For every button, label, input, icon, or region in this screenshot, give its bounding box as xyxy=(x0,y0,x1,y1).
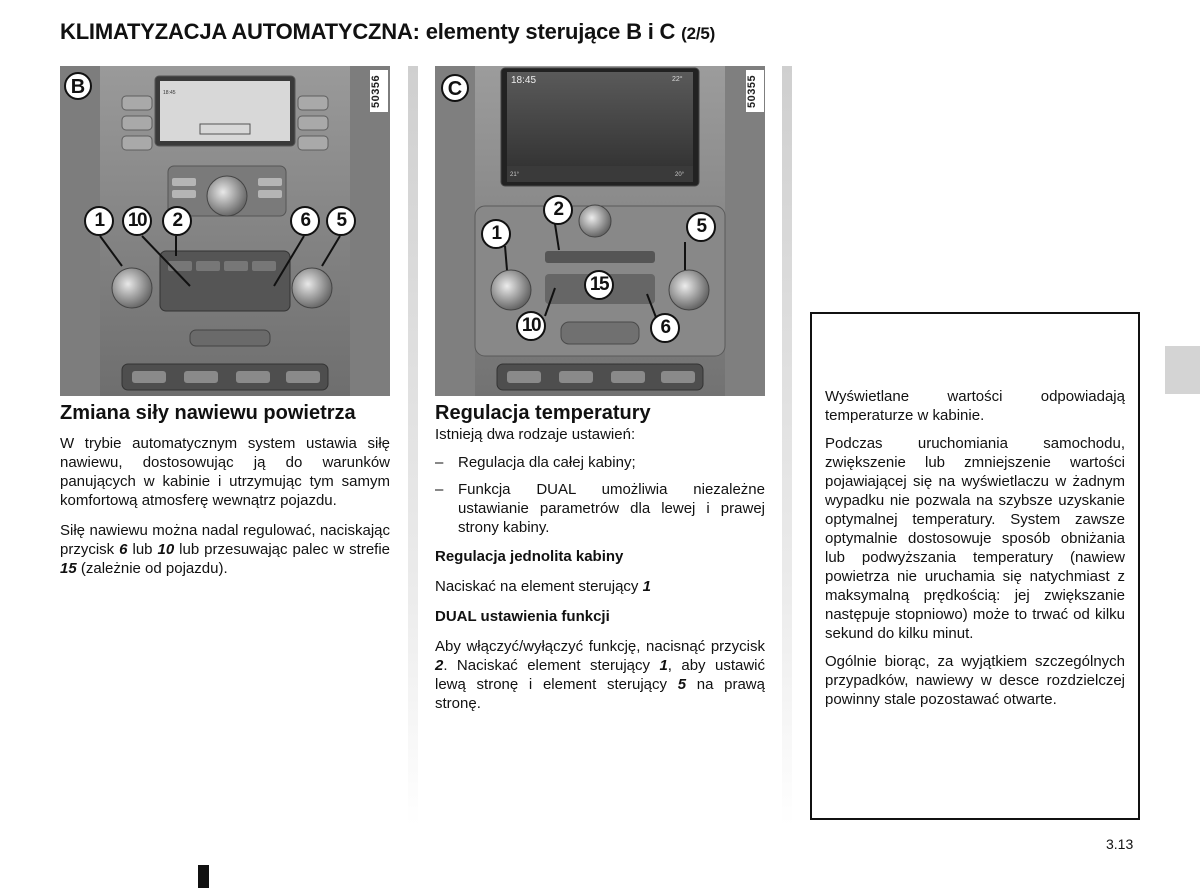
note-text xyxy=(825,387,1125,718)
airflow-paragraph-1: W trybie automatycznym system ustawia siłę nawiewu, dostosowując ją do warunków panujących w kabinie i utrzymując tym samym komfortową atmosferę wewnątrz pojazdu. xyxy=(60,435,390,509)
figure-c-ref: 50355 xyxy=(746,70,764,112)
page-title: KLIMATYZACJA AUTOMATYCZNA: elementy sterujące B i C (2/5) xyxy=(60,19,716,44)
callout-b-5: 5 xyxy=(326,206,356,236)
airflow-text xyxy=(60,434,390,589)
figure-c-screen-temp-left: 21° xyxy=(510,172,520,178)
callout-b-10: 10 xyxy=(122,206,152,236)
note-paragraph-2: Podczas uruchomiania samochodu, zwiększenie lub zmniejszenie wartości pojawiającej się na wyświetlaczu w żadnym wypadku nie pozwala na szybsze uzyskanie optymalnej temperatury. System zawsze optymalnie dostosowuje sposób obniżania lub podwyższania temperatury (nawiew powietrza nie uruchamia się natychmiast z maksymalną prędkością: jej zwiększanie następuje stopniowo) może to trwać od kilku sekund do kilku minut. xyxy=(825,435,1125,642)
temperature-intro: Istnieją dwa rodzaje ustawień: xyxy=(435,426,636,443)
page-subtitle: (2/5) xyxy=(681,24,716,43)
column-separator xyxy=(782,66,792,826)
list-item: – Funkcja DUAL umożliwia niezależne ustawianie parametrów dla lewej i prawej strony kabiny. xyxy=(435,481,765,536)
column-separator xyxy=(408,66,418,826)
airflow-paragraph-2: Siłę nawiewu można nadal regulować, naciskając przycisk 6 lub 10 lub przesuwając palec w strefie 15 (zależnie od pojazdu). xyxy=(60,522,390,577)
callout-c-15: 15 xyxy=(584,270,614,300)
section-heading-temperature: Regulacja temperatury xyxy=(435,402,651,424)
dual-paragraph: Aby włączyć/wyłączyć funkcję, nacisnąć przycisk 2. Naciskać element sterujący 1, aby ustawić lewą stronę i element sterujący 5 na prawą stronę. xyxy=(435,638,765,712)
list-item: – Regulacja dla całej kabiny; xyxy=(435,454,636,471)
callout-b-2: 2 xyxy=(162,206,192,236)
figure-c-screen-time: 18:45 xyxy=(511,75,537,86)
callout-c-2: 2 xyxy=(543,195,573,225)
callout-c-10: 10 xyxy=(516,311,546,341)
figure-b-ref: 50356 xyxy=(370,70,388,112)
note-paragraph-1: Wyświetlane wartości odpowiadają temperaturze w kabinie. xyxy=(825,388,1125,424)
callout-c-1: 1 xyxy=(481,219,511,249)
section-heading-airflow: Zmiana siły nawiewu powietrza xyxy=(60,402,356,424)
temperature-text xyxy=(435,425,765,724)
chapter-tab xyxy=(1165,346,1200,394)
subheading-uniform: Regulacja jednolita kabiny xyxy=(435,548,624,565)
callout-c-5: 5 xyxy=(686,212,716,242)
callout-b-6: 6 xyxy=(290,206,320,236)
note-box xyxy=(810,312,1140,820)
callout-b-1: 1 xyxy=(84,206,114,236)
figure-b-screen-time: 18:45 xyxy=(163,90,176,96)
page-number: 3.13 xyxy=(1106,836,1134,852)
callout-c-6: 6 xyxy=(650,313,680,343)
figure-b-label: B xyxy=(64,72,92,100)
subheading-dual: DUAL ustawienia funkcji xyxy=(435,608,610,625)
figure-c-screen-temp: 22° xyxy=(672,76,683,83)
figure-c-screen-temp-right: 20° xyxy=(675,172,685,178)
figure-c-label: C xyxy=(441,74,469,102)
note-paragraph-3: Ogólnie biorąc, za wyjątkiem szczególnych przypadków, nawiewy w desce rozdzielczej powinny stale pozostawać otwarte. xyxy=(825,653,1125,708)
crop-mark xyxy=(198,865,209,888)
uniform-paragraph: Naciskać na element sterujący 1 xyxy=(435,578,651,595)
